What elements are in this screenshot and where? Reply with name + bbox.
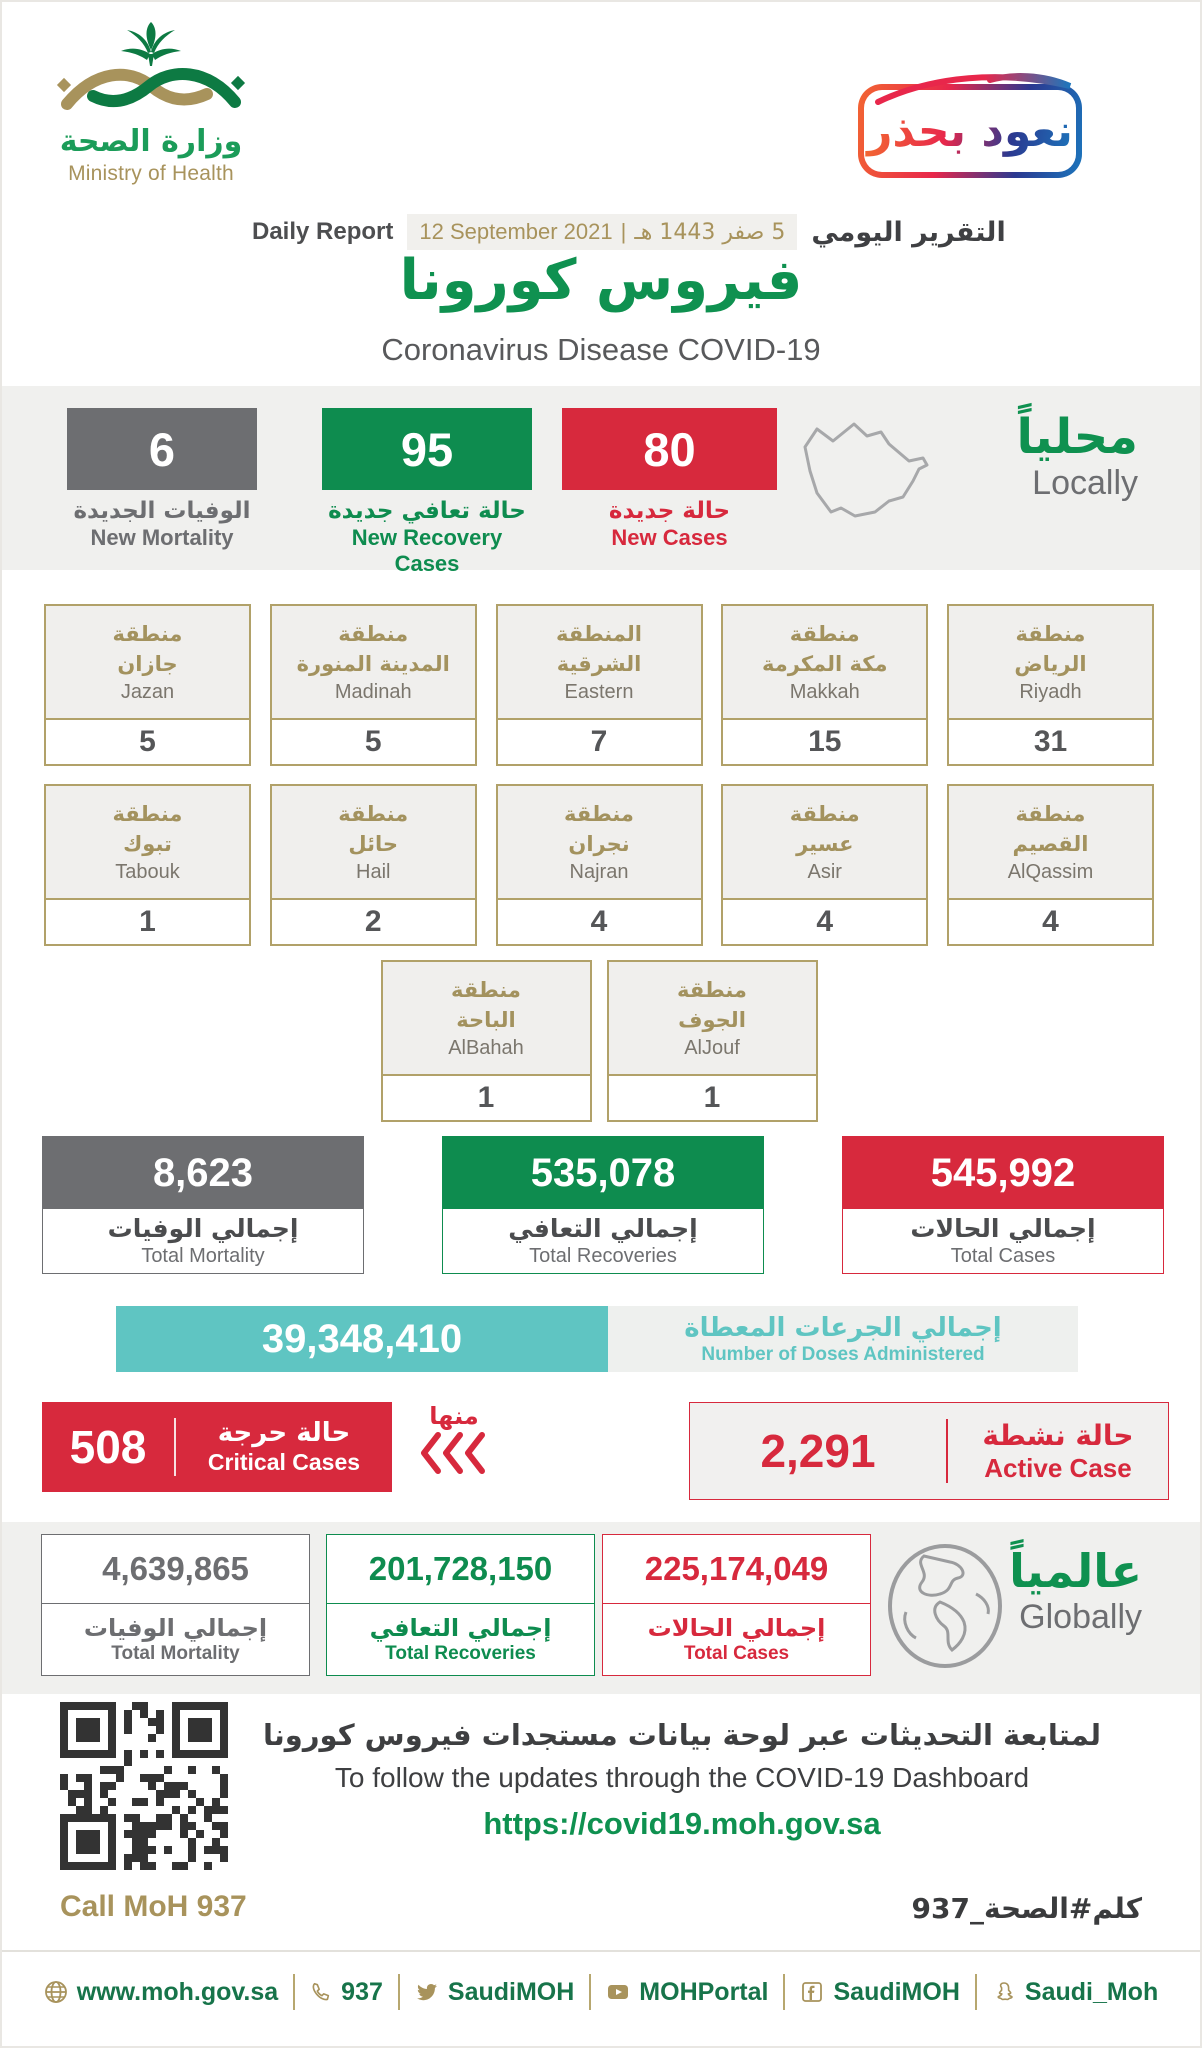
- new-cases-value: 80: [562, 408, 777, 490]
- contact-bar: [2, 1974, 1200, 2010]
- new-recovery-value: 95: [322, 408, 532, 490]
- local-totals-row: [42, 1136, 1164, 1274]
- region-card-makkah: منطقة مكة المكرمة Makkah 15: [721, 604, 928, 766]
- of-which-indicator: منها: [414, 1402, 494, 1481]
- total-recoveries-value: 535,078: [443, 1137, 763, 1209]
- region-name-ar: تبوك: [123, 831, 172, 856]
- region-name-ar: مكة المكرمة: [762, 651, 888, 676]
- youtube-icon: [606, 1980, 630, 2004]
- regions-row-3: [44, 960, 1154, 1122]
- dashboard-url-link[interactable]: https://covid19.moh.gov.sa: [483, 1806, 881, 1841]
- return-with-caution-badge: [858, 84, 1082, 178]
- region-name-en: AlJouf: [684, 1036, 740, 1059]
- region-card-asir: منطقة عسير Asir 4: [721, 784, 928, 946]
- region-value: 1: [46, 898, 249, 944]
- snapchat-link[interactable]: Saudi_Moh: [992, 1978, 1158, 2007]
- region-name-en: Hail: [356, 860, 391, 883]
- website-link[interactable]: www.moh.gov.sa: [44, 1978, 278, 2007]
- total-recoveries-card: 535,078 إجمالي التعافي Total Recoveries: [442, 1136, 764, 1274]
- region-value: 4: [723, 898, 926, 944]
- qr-code: [60, 1702, 228, 1870]
- doses-value: 39,348,410: [116, 1306, 608, 1372]
- chevrons-left-icon: [418, 1430, 490, 1476]
- region-name-en: Madinah: [334, 680, 412, 703]
- youtube-link[interactable]: MOHPortal: [606, 1978, 768, 2007]
- dashboard-note: [242, 1718, 1122, 1842]
- total-cases-card: 545,992 إجمالي الحالات Total Cases: [842, 1136, 1164, 1274]
- facebook-icon: [800, 1980, 824, 2004]
- page-title-en: Coronavirus Disease COVID-19: [381, 332, 821, 367]
- dashboard-note-en: To follow the updates through the COVID-19 Dashboard: [334, 1762, 1030, 1793]
- total-cases-value: 545,992: [843, 1137, 1163, 1209]
- global-mortality-value: 4,639,865: [102, 1550, 249, 1587]
- region-value: 1: [383, 1074, 590, 1120]
- global-cases-value: 225,174,049: [644, 1550, 829, 1587]
- locally-heading: محلياً Locally: [1016, 409, 1138, 503]
- region-name-en: Asir: [807, 860, 842, 883]
- total-mortality-value: 8,623: [43, 1137, 363, 1209]
- region-name-ar: المدينة المنورة: [296, 651, 450, 676]
- region-name-ar: الجوف: [678, 1007, 746, 1032]
- region-name-ar: عسير: [796, 831, 854, 856]
- region-name-en: AlQassim: [1007, 860, 1094, 883]
- region-name-en: Riyadh: [1019, 680, 1082, 703]
- logo-english-name: Ministry of Health: [68, 162, 234, 185]
- region-card-madinah: منطقة المدينة المنورة Madinah 5: [270, 604, 477, 766]
- active-cases-box: 2,291 حالة نشطة Active Case: [689, 1402, 1169, 1500]
- new-cases-stat: 80 حالة جديدة New Cases: [562, 408, 777, 551]
- region-card-albahah: منطقة الباحة AlBahah 1: [381, 960, 592, 1122]
- globally-heading: عالمياً Globally: [1009, 1544, 1142, 1636]
- critical-cases-value: 508: [69, 1421, 147, 1473]
- region-card-aljouf: منطقة الجوف AlJouf 1: [607, 960, 818, 1122]
- global-mortality-card: 4,639,865 إجمالي الوفيات Total Mortality: [41, 1534, 310, 1676]
- region-name-ar: حائل: [348, 831, 399, 856]
- region-value: 7: [498, 718, 701, 764]
- daily-report-label-ar: التقرير اليومي: [811, 216, 1006, 248]
- snapchat-icon: [992, 1980, 1016, 2004]
- region-value: 4: [949, 898, 1152, 944]
- new-recovery-stat: 95 حالة تعافي جديدة New Recovery Cases: [322, 408, 532, 577]
- region-value: 31: [949, 718, 1152, 764]
- twitter-icon: [415, 1980, 439, 2004]
- region-value: 15: [723, 718, 926, 764]
- doses-administered-bar: [116, 1306, 1078, 1372]
- region-value: 5: [46, 718, 249, 764]
- region-card-tabouk: منطقة تبوك Tabouk 1: [44, 784, 251, 946]
- region-name-en: Jazan: [120, 680, 175, 703]
- globe-icon: [44, 1980, 68, 2004]
- region-name-en: Tabouk: [115, 860, 180, 883]
- doses-label: إجمالي الجرعات المعطاة Number of Doses Administered: [608, 1306, 1078, 1372]
- global-recoveries-card: 201,728,150 إجمالي التعافي Total Recoveries: [326, 1534, 595, 1676]
- region-name-ar: الرياض: [1014, 651, 1087, 676]
- date-separator: |: [620, 219, 627, 244]
- region-card-riyadh: منطقة الرياض Riyadh 31: [947, 604, 1154, 766]
- dashboard-note-ar: لمتابعة التحديثات عبر لوحة بيانات مستجدات فيروس كورونا: [263, 1718, 1101, 1752]
- region-value: 2: [272, 898, 475, 944]
- facebook-link[interactable]: SaudiMOH: [800, 1978, 959, 2007]
- locally-section: [2, 386, 1200, 576]
- total-mortality-card: 8,623 إجمالي الوفيات Total Mortality: [42, 1136, 364, 1274]
- badge-label: نعود بحذر: [858, 84, 1082, 178]
- daily-report-label-en: Daily Report: [252, 218, 394, 245]
- region-name-en: Eastern: [564, 680, 634, 703]
- region-card-eastern: المنطقة الشرقية Eastern 7: [496, 604, 703, 766]
- region-card-hail: منطقة حائل Hail 2: [270, 784, 477, 946]
- moh-hashtag: كلم#الصحة_937: [911, 1892, 1142, 1925]
- phone-icon: [310, 1981, 332, 2003]
- critical-active-row: [2, 1400, 1200, 1504]
- twitter-link[interactable]: SaudiMOH: [415, 1978, 574, 2007]
- moh-logo: [46, 22, 256, 186]
- date-row: [252, 214, 1006, 250]
- phone-link[interactable]: 937: [310, 1978, 383, 2007]
- call-moh-label: Call MoH 937: [60, 1890, 247, 1923]
- badge-swoosh-icon: [872, 66, 1078, 108]
- region-name-ar: الباحة: [456, 1007, 516, 1032]
- active-cases-value: 2,291: [760, 1425, 876, 1477]
- region-name-en: Najran: [569, 860, 629, 883]
- region-name-ar: نجران: [568, 831, 630, 856]
- regions-row-2: [44, 784, 1154, 946]
- critical-cases-box: 508 حالة حرجة Critical Cases: [42, 1402, 392, 1492]
- region-name-ar: القصيم: [1012, 831, 1089, 856]
- date-hijri: 5 صفر 1443 هـ: [634, 219, 786, 245]
- region-name-ar: الشرقية: [556, 651, 642, 676]
- new-mortality-stat: 6 الوفيات الجديدة New Mortality: [67, 408, 257, 551]
- region-value: 1: [609, 1074, 816, 1120]
- moh-logo-icon: [51, 22, 251, 118]
- region-card-najran: منطقة نجران Najran 4: [496, 784, 703, 946]
- footer-divider: [2, 1950, 1200, 1952]
- global-cases-card: 225,174,049 إجمالي الحالات Total Cases: [602, 1534, 871, 1676]
- region-value: 4: [498, 898, 701, 944]
- page-title-ar: فيروس كورونا: [399, 248, 803, 313]
- globe-icon: [884, 1542, 1006, 1670]
- logo-arabic-name: وزارة الصحة: [59, 124, 243, 159]
- report-date: [407, 214, 797, 250]
- region-name-en: Makkah: [789, 680, 860, 703]
- region-card-alqassim: منطقة القصيم AlQassim 4: [947, 784, 1154, 946]
- date-gregorian: 12 September 2021: [419, 219, 613, 244]
- regions-row-1: [44, 604, 1154, 766]
- region-card-jazan: منطقة جازان Jazan 5: [44, 604, 251, 766]
- new-mortality-value: 6: [67, 408, 257, 490]
- globally-section: [2, 1522, 1200, 1694]
- region-value: 5: [272, 718, 475, 764]
- saudi-arabia-map-icon: [797, 408, 932, 538]
- region-name-ar: جازان: [117, 651, 178, 676]
- global-recoveries-value: 201,728,150: [368, 1550, 553, 1587]
- region-name-en: AlBahah: [448, 1036, 524, 1059]
